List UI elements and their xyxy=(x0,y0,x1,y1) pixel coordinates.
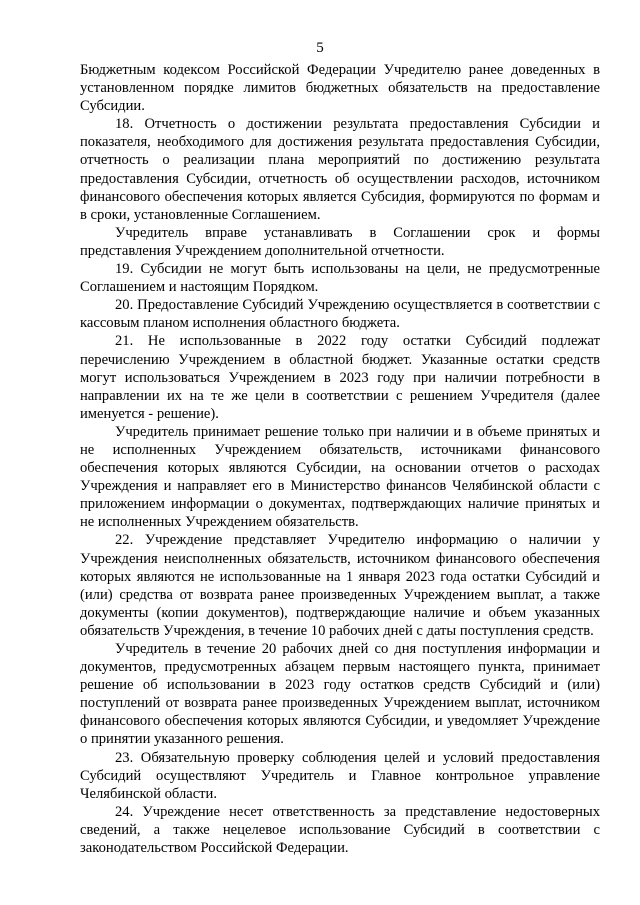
paragraph-continuation: Бюджетным кодексом Российской Федерации Учредителю ранее доведенных в установленном порядке лимитов бюджетных обязательств на предоставление Субсидии. xyxy=(80,62,600,115)
document-body xyxy=(80,61,600,857)
paragraph-24: 24. Учреждение несет ответственность за представление недостоверных сведений, а также нецелевое использование Субсидий в соответствии с законодательством Российской Федерации. xyxy=(80,803,600,857)
paragraph-18: 18. Отчетность о достижении результата предоставления Субсидии и показателя, необходимого для достижения результата предоставления Субсидии, отчетность о реализации плана мероприятий по достижению результата предоставления Субсидии, отчетность об осуществлении расходов, источником финансового обеспечения которых является Субсидия, формируются по формам и в сроки, установленные Соглашением. xyxy=(80,116,600,223)
paragraph-19: 19. Субсидии не могут быть использованы на цели, не предусмотренные Соглашением и настоящим Порядком. xyxy=(80,261,600,296)
paragraph-21-decision: Учредитель принимает решение только при наличии и в объеме принятых и не исполненных Учреждением обязательств, источниками финансового обеспечения которых являются Субсидии, на основании отчетов о расходах Учреждения и направляет его в Министерство финансов Челябинской области с приложением информации о документах, подтверждающих наличие принятых и не исполненных Учреждением обязательств. xyxy=(80,423,600,531)
paragraph-20: 20. Предоставление Субсидий Учреждению осуществляется в соответствии с кассовым планом исполнения областного бюджета. xyxy=(80,297,600,332)
paragraph-21: 21. Не использованные в 2022 году остатки Субсидий подлежат перечислению Учреждением в областной бюджет. Указанные остатки средств могут использоваться Учреждением в 2023 году при наличии потребности в направлении их на те же цели в соответствии с решением Учредителя (далее именуется - решение). xyxy=(80,333,600,422)
paragraph-22-decision: Учредитель в течение 20 рабочих дней со дня поступления информации и документов, предусмотренных абзацем первым настоящего пункта, принимает решение об использовании в 2023 году остатков средств Субсидий и (или) поступлений от возврата ранее произведенных Учреждением выплат, источником финансового обеспечения которых являются Субсидии, и уведомляет Учреждение о принятии указанного решения. xyxy=(80,641,600,748)
paragraph-23: 23. Обязательную проверку соблюдения целей и условий предоставления Субсидий осуществляют Учредитель и Главное контрольное управление Челябинской области. xyxy=(80,749,600,802)
paragraph-22: 22. Учреждение представляет Учредителю информацию о наличии у Учреждения неисполненных обязательств, источником финансового обеспечения которых являются не использованные на 1 января 2023 года остатки Субсидий и (или) средства от возврата ранее произведенных Учреждением выплат, а также документы (копии документов), подтверждающие наличие и объем указанных обязательств Учреждения, в течение 10 рабочих дней с даты поступления средств. xyxy=(80,532,600,639)
page-number: 5 xyxy=(316,40,324,56)
paragraph-18-additional-reporting: Учредитель вправе устанавливать в Соглашении срок и формы представления Учреждением дополнительной отчетности. xyxy=(80,224,600,259)
